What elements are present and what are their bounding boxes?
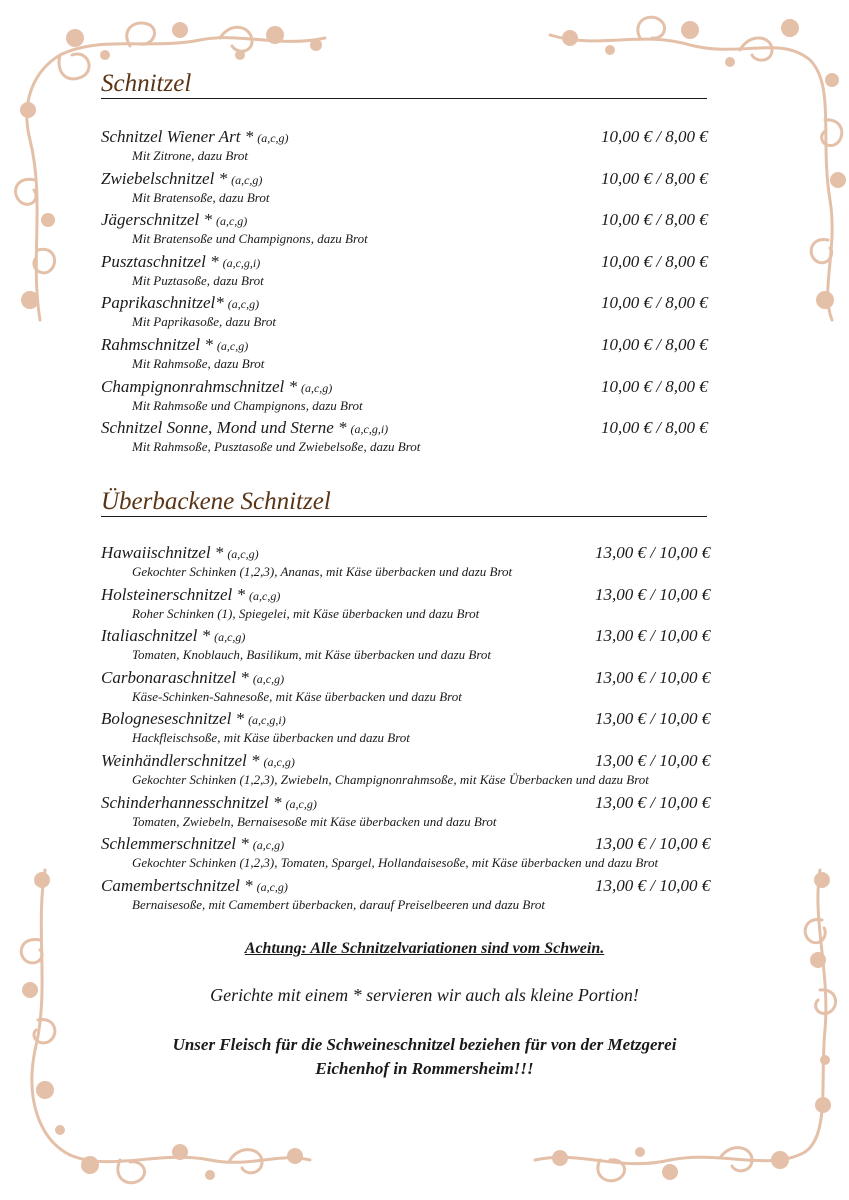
menu-item-description: Tomaten, Zwiebeln, Bernaisesoße mit Käse überbacken und dazu Brot: [132, 813, 497, 829]
meat-source-note: [0, 1033, 849, 1081]
menu-item-allergens: (a,c,g): [252, 838, 285, 853]
menu-item-price: 13,00 € / 10,00 €: [595, 626, 711, 646]
menu-item: [101, 210, 721, 252]
menu-item-allergens: (a,c,g): [285, 796, 317, 811]
menu-item-name: [101, 709, 286, 730]
menu-item-description: Käse-Schinken-Sahnesoße, mit Käse überbacken und dazu Brot: [132, 688, 462, 704]
menu-item-title: Jägerschnitzel *: [101, 210, 212, 230]
menu-item-description: Mit Rahmsoße und Champignons, dazu Brot: [132, 397, 363, 413]
menu-item-title: Schnitzel Wiener Art *: [101, 127, 254, 146]
menu-item-title: Schlemmerschnitzel *: [101, 834, 249, 854]
menu-item-description: Gekochter Schinken (1,2,3), Tomaten, Spargel, Hollandaisesoße, mit Käse überbacken und dazu Brot: [132, 855, 659, 871]
menu-item-price: 13,00 € / 10,00 €: [595, 792, 711, 812]
menu-item-price: 10,00 € / 8,00 €: [601, 418, 708, 438]
menu-item-description: Mit Rahmsoße, dazu Brot: [132, 356, 265, 371]
menu-item-allergens: (a,c,g): [249, 588, 281, 603]
menu-item-price: 10,00 € / 8,00 €: [601, 293, 708, 313]
small-portion-note: Gerichte mit einem * servieren wir auch als kleine Portion!: [210, 985, 639, 1005]
menu-item-description: Mit Zitrone, dazu Brot: [132, 148, 249, 163]
menu-item-title: Rahmschnitzel *: [101, 335, 213, 354]
menu-item-title: Zwiebelschnitzel *: [101, 168, 228, 188]
menu-item-description: Bernaisesoße, mit Camembert überbacken, darauf Preiselbeeren und dazu Brot: [132, 896, 546, 912]
menu-item-description: Hackfleischsoße, mit Käse überbacken und dazu Brot: [132, 730, 410, 746]
menu-item-name: [101, 335, 248, 356]
menu-item-price: 13,00 € / 10,00 €: [595, 709, 711, 729]
menu-item-title: Champignonrahmschnitzel *: [101, 376, 297, 396]
menu-item-allergens: (a,c,g): [227, 547, 259, 561]
menu-item-description: Mit Paprikasoße, dazu Brot: [132, 314, 276, 330]
menu-item: [101, 543, 721, 585]
menu-item-title: Paprikaschnitzel*: [101, 293, 224, 313]
menu-item-allergens: (a,c,g): [214, 630, 246, 645]
menu-item-name: [101, 210, 247, 231]
menu-item-price: 10,00 € / 8,00 €: [601, 376, 708, 396]
menu-item-price: 10,00 € / 8,00 €: [601, 251, 708, 271]
menu-item-description: Mit Puztasoße, dazu Brot: [132, 272, 264, 288]
section-title-schnitzel: Schnitzel: [101, 70, 707, 99]
menu-item-title: Italiaschnitzel *: [101, 626, 211, 646]
menu-item-name: [101, 252, 260, 273]
menu-item-title: Hawaiischnitzel *: [101, 543, 224, 562]
menu-item-description: Mit Bratensoße und Champignons, dazu Brot: [132, 231, 368, 247]
menu-item-price: 13,00 € / 10,00 €: [595, 751, 711, 770]
menu-item-price: 13,00 € / 10,00 €: [595, 834, 711, 854]
menu-item-title: Weinhändlerschnitzel *: [101, 751, 260, 770]
menu-item-allergens: (a,c,g): [256, 879, 288, 894]
menu-item-allergens: (a,c,g): [216, 339, 249, 353]
menu-item-name: [101, 543, 259, 564]
menu-item-allergens: (a,c,g,i): [350, 422, 389, 437]
meat-source-line-2: Eichenhof in Rommersheim!!!: [315, 1059, 534, 1078]
menu-item-title: Schnitzel Sonne, Mond und Sterne *: [101, 418, 347, 438]
menu-item: [101, 709, 721, 751]
menu-item-description: Gekochter Schinken (1,2,3), Zwiebeln, Champignonrahmsoße, mit Käse Überbacken und dazu Brot: [132, 772, 649, 787]
menu-item-allergens: (a,c,g): [231, 172, 263, 187]
menu-item: [101, 418, 721, 460]
menu-item-description: Roher Schinken (1), Spiegelei, mit Käse überbacken und dazu Brot: [132, 605, 480, 621]
menu-item-allergens: (a,c,g): [300, 380, 333, 395]
menu-item: [101, 834, 721, 876]
menu-item-name: [101, 293, 259, 314]
menu-item-name: [101, 585, 280, 606]
menu-item-price: 10,00 € / 8,00 €: [601, 335, 708, 354]
menu-item-price: 10,00 € / 8,00 €: [601, 127, 708, 146]
menu-item-title: Pusztaschnitzel *: [101, 251, 219, 271]
menu-item-price: 10,00 € / 8,00 €: [601, 210, 708, 230]
menu-item-title: Bologneseschnitzel *: [101, 709, 245, 729]
menu-item: [101, 335, 721, 377]
menu-item-name: [101, 793, 317, 814]
menu-item-price: 13,00 € / 10,00 €: [595, 584, 711, 604]
menu-item-description: Gekochter Schinken (1,2,3), Ananas, mit Käse überbacken und dazu Brot: [132, 564, 513, 579]
menu-item: [101, 876, 721, 918]
menu-item-name: [101, 668, 284, 689]
menu-item: [101, 127, 721, 169]
menu-item-allergens: (a,c,g,i): [222, 255, 261, 270]
menu-item-name: [101, 876, 288, 897]
menu-item: [101, 585, 721, 627]
menu-item-title: Camembertschnitzel *: [101, 875, 253, 895]
menu-item-allergens: (a,c,g): [215, 214, 248, 229]
menu-item-allergens: (a,c,g): [227, 297, 260, 312]
menu-item: [101, 668, 721, 710]
menu-item-name: [101, 418, 388, 439]
menu-item: [101, 293, 721, 335]
menu-item-description: Mit Bratensoße, dazu Brot: [132, 189, 270, 205]
menu-item: [101, 793, 721, 835]
menu-item: [101, 377, 721, 419]
menu-item-name: [101, 377, 332, 398]
menu-item-price: 10,00 € / 8,00 €: [601, 168, 708, 188]
menu-item-title: Carbonaraschnitzel *: [101, 667, 249, 687]
section-title-ueberbackene-schnitzel: Überbackene Schnitzel: [101, 488, 707, 517]
menu-item-allergens: (a,c,g): [252, 671, 285, 686]
menu-item-allergens: (a,c,g,i): [248, 713, 286, 728]
menu-item-price: 13,00 € / 10,00 €: [595, 667, 711, 687]
menu-item-name: [101, 834, 284, 855]
menu-item-description: Tomaten, Knoblauch, Basilikum, mit Käse überbacken und dazu Brot: [132, 647, 492, 663]
menu-item-name: [101, 751, 295, 772]
menu-item-allergens: (a,c,g): [257, 131, 289, 145]
menu-item-description: Mit Rahmsoße, Pusztasoße und Zwiebelsoße, dazu Brot: [132, 439, 421, 455]
menu-item: [101, 626, 721, 668]
menu-item-name: [101, 626, 245, 647]
menu-item-name: [101, 127, 289, 148]
pork-warning-note: Achtung: Alle Schnitzelvariationen sind vom Schwein.: [244, 940, 605, 957]
menu-item-allergens: (a,c,g): [263, 755, 295, 769]
menu-item-title: Schinderhannesschnitzel *: [101, 792, 282, 812]
menu-item-price: 13,00 € / 10,00 €: [595, 543, 711, 562]
meat-source-line-1: Unser Fleisch für die Schweineschnitzel beziehen für von der Metzgerei: [172, 1035, 677, 1054]
menu-item-title: Holsteinerschnitzel *: [101, 584, 246, 604]
menu-item-price: 13,00 € / 10,00 €: [595, 875, 711, 895]
menu-item: [101, 169, 721, 211]
menu-item-name: [101, 169, 262, 190]
menu-item: [101, 751, 721, 793]
menu-item: [101, 252, 721, 294]
